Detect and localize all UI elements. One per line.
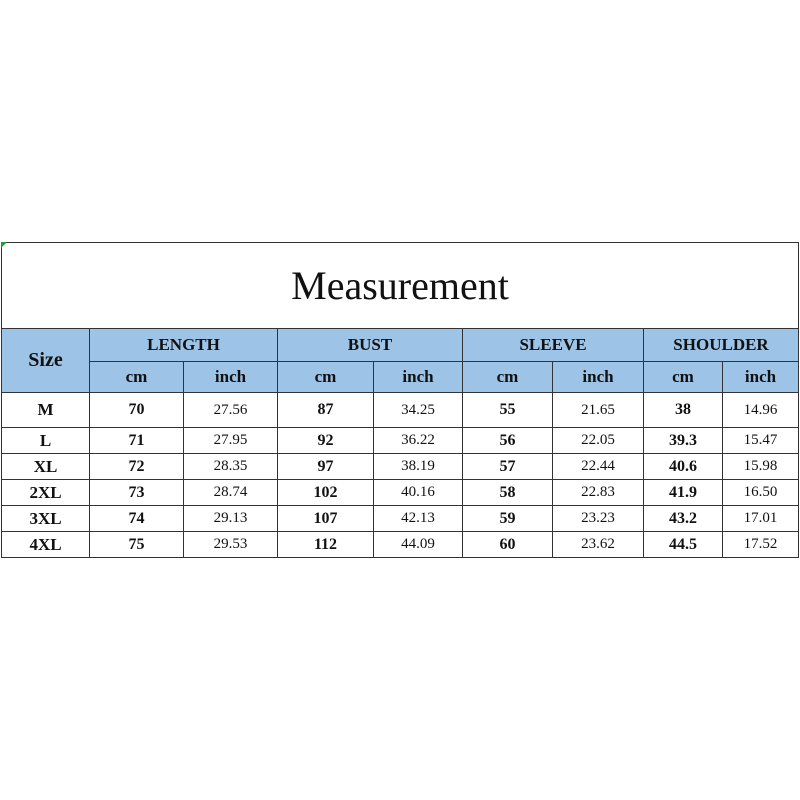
length-cm-cell: 73 — [90, 480, 184, 506]
sleeve-cm-cell: 56 — [463, 428, 553, 454]
shoulder-cm-cell: 38 — [644, 393, 723, 428]
cell-corner-marker — [1, 242, 7, 248]
length-inch-cell: 28.74 — [184, 480, 278, 506]
shoulder-inch-cell: 15.47 — [723, 428, 799, 454]
shoulder-inch-cell: 17.52 — [723, 532, 799, 558]
size-cell: 2XL — [2, 480, 90, 506]
sleeve-inch-cell: 22.44 — [553, 454, 644, 480]
sleeve-cm-cell: 57 — [463, 454, 553, 480]
shoulder-inch-cell: 14.96 — [723, 393, 799, 428]
size-chart-table — [1, 242, 799, 558]
size-cell: 3XL — [2, 506, 90, 532]
bust-cm-cell: 97 — [278, 454, 374, 480]
length-cm-cell: 75 — [90, 532, 184, 558]
group-header-shoulder: SHOULDER — [644, 329, 799, 362]
unit-header-inch: inch — [553, 362, 644, 393]
unit-header-cm: cm — [90, 362, 184, 393]
length-inch-cell: 27.56 — [184, 393, 278, 428]
bust-cm-cell: 87 — [278, 393, 374, 428]
shoulder-inch-cell: 16.50 — [723, 480, 799, 506]
length-cm-cell: 74 — [90, 506, 184, 532]
table-row — [2, 428, 799, 454]
table-row — [2, 532, 799, 558]
length-inch-cell: 27.95 — [184, 428, 278, 454]
size-cell: M — [2, 393, 90, 428]
table-title: Measurement — [2, 243, 799, 329]
table-row — [2, 454, 799, 480]
length-cm-cell: 70 — [90, 393, 184, 428]
table-body — [2, 393, 799, 558]
size-cell: XL — [2, 454, 90, 480]
unit-header-cm: cm — [463, 362, 553, 393]
size-cell: L — [2, 428, 90, 454]
sleeve-inch-cell: 23.62 — [553, 532, 644, 558]
sleeve-inch-cell: 23.23 — [553, 506, 644, 532]
sleeve-cm-cell: 55 — [463, 393, 553, 428]
sleeve-cm-cell: 60 — [463, 532, 553, 558]
bust-cm-cell: 102 — [278, 480, 374, 506]
unit-header-inch: inch — [374, 362, 463, 393]
title-row — [2, 243, 799, 329]
group-header-bust: BUST — [278, 329, 463, 362]
unit-header-inch: inch — [184, 362, 278, 393]
unit-header-cm: cm — [278, 362, 374, 393]
shoulder-inch-cell: 17.01 — [723, 506, 799, 532]
sleeve-inch-cell: 22.83 — [553, 480, 644, 506]
shoulder-inch-cell: 15.98 — [723, 454, 799, 480]
bust-inch-cell: 40.16 — [374, 480, 463, 506]
group-header-row — [2, 329, 799, 362]
bust-cm-cell: 112 — [278, 532, 374, 558]
group-header-sleeve: SLEEVE — [463, 329, 644, 362]
shoulder-cm-cell: 40.6 — [644, 454, 723, 480]
length-inch-cell: 29.13 — [184, 506, 278, 532]
size-cell: 4XL — [2, 532, 90, 558]
table-row — [2, 506, 799, 532]
bust-cm-cell: 92 — [278, 428, 374, 454]
sleeve-cm-cell: 59 — [463, 506, 553, 532]
shoulder-cm-cell: 41.9 — [644, 480, 723, 506]
length-inch-cell: 29.53 — [184, 532, 278, 558]
unit-header-row — [2, 362, 799, 393]
shoulder-cm-cell: 44.5 — [644, 532, 723, 558]
table-row — [2, 393, 799, 428]
bust-inch-cell: 34.25 — [374, 393, 463, 428]
length-inch-cell: 28.35 — [184, 454, 278, 480]
sleeve-inch-cell: 21.65 — [553, 393, 644, 428]
bust-inch-cell: 38.19 — [374, 454, 463, 480]
sleeve-inch-cell: 22.05 — [553, 428, 644, 454]
bust-inch-cell: 42.13 — [374, 506, 463, 532]
measurement-sheet — [1, 242, 798, 558]
unit-header-cm: cm — [644, 362, 723, 393]
bust-inch-cell: 36.22 — [374, 428, 463, 454]
group-header-length: LENGTH — [90, 329, 278, 362]
length-cm-cell: 71 — [90, 428, 184, 454]
size-header: Size — [2, 329, 90, 393]
bust-inch-cell: 44.09 — [374, 532, 463, 558]
bust-cm-cell: 107 — [278, 506, 374, 532]
unit-header-inch: inch — [723, 362, 799, 393]
shoulder-cm-cell: 39.3 — [644, 428, 723, 454]
table-row — [2, 480, 799, 506]
length-cm-cell: 72 — [90, 454, 184, 480]
sleeve-cm-cell: 58 — [463, 480, 553, 506]
shoulder-cm-cell: 43.2 — [644, 506, 723, 532]
